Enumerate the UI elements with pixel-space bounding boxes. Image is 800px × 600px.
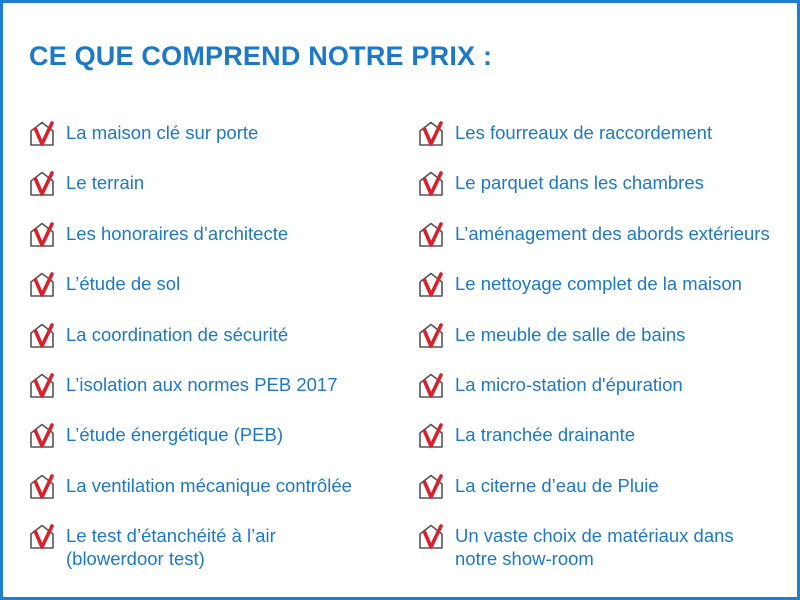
house-check-icon (416, 169, 446, 199)
list-item (416, 318, 796, 368)
list-item (416, 469, 796, 519)
house-check-icon (416, 522, 446, 552)
list-item-label: La maison clé sur porte (66, 122, 259, 143)
house-check-icon (416, 321, 446, 351)
left-column (27, 116, 407, 570)
list-item-label: La ventilation mécanique contrôlée (66, 474, 352, 496)
house-check-icon (27, 270, 57, 300)
list-item (27, 469, 407, 519)
list-item (27, 217, 407, 267)
list-item (27, 267, 407, 317)
house-check-icon (416, 119, 446, 149)
list-item-label: La coordination de sécurité (66, 323, 289, 345)
list-item (27, 368, 407, 418)
list-item-label: Un vaste choix de matériaux dans notre show-room (455, 525, 734, 570)
house-check-icon (27, 220, 57, 250)
list-item-label: Le parquet dans les chambres (455, 172, 704, 194)
list-item-label: L’isolation aux normes PEB 2017 (66, 373, 338, 395)
house-check-icon (27, 119, 57, 149)
list-item (416, 217, 796, 267)
list-item (416, 519, 796, 569)
house-check-icon (27, 169, 57, 199)
house-check-icon (27, 371, 57, 401)
list-item (27, 166, 407, 216)
list-item-label: Le terrain (66, 172, 145, 194)
house-check-icon (27, 472, 57, 502)
page-title: CE QUE COMPREND NOTRE PRIX : (29, 41, 493, 71)
list-item (416, 368, 796, 418)
list-item (416, 166, 796, 216)
list-item-label: Les honoraires d’architecte (66, 222, 289, 244)
list-item (27, 519, 407, 569)
house-check-icon (416, 220, 446, 250)
list-item-label: Le test d’étanchéité à l’air (blowerdoor test) (66, 525, 276, 570)
house-check-icon (416, 270, 446, 300)
list-item (27, 418, 407, 468)
list-item (416, 116, 796, 166)
right-column (416, 116, 796, 570)
list-item-label: L’aménagement des abords extérieurs (455, 222, 770, 244)
house-check-icon (27, 522, 57, 552)
list-item-label: La tranchée drainante (455, 424, 635, 446)
house-check-icon (27, 421, 57, 451)
house-check-icon (416, 371, 446, 401)
list-item-label: Le nettoyage complet de la maison (455, 273, 742, 295)
house-check-icon (27, 321, 57, 351)
list-item (27, 116, 407, 166)
list-item-label: La citerne d’eau de Pluie (455, 474, 659, 496)
list-item-label: L’étude de sol (66, 273, 181, 295)
list-item (416, 418, 796, 468)
list-item-label: L’étude énergétique (PEB) (66, 424, 284, 446)
list-item (416, 267, 796, 317)
house-check-icon (416, 421, 446, 451)
house-check-icon (416, 472, 446, 502)
list-item-label: Le meuble de salle de bains (455, 323, 686, 345)
list-item-label: Les fourreaux de raccordement (455, 122, 713, 143)
list-item-label: La micro-station d'épuration (455, 373, 683, 395)
list-item (27, 318, 407, 368)
